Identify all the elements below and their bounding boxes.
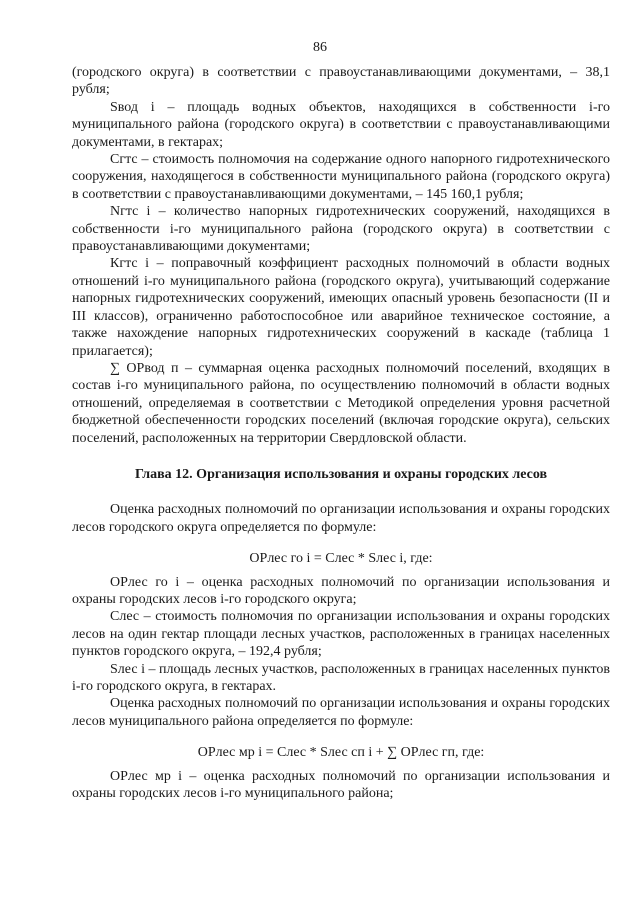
definition-n-gts: Nгтс i – количество напорных гидротехнических сооружений, находящихся в собственности i-го муниципального района (городского округа) в соответствии с правоустанавливающими документами; — [72, 204, 610, 255]
formula-city-district: ОРлес го i = Слес * Sлес i, где: — [249, 551, 433, 567]
definition-s-vod: Sвод i – площадь водных объектов, находящихся в собственности i-го муниципального района (городского округа) в соответствии с правоустанавливающими документами, в гектарах; — [72, 99, 610, 150]
paragraph-continuation: (городского округа) в соответствии с правоустанавливающими документами, – 38,1 рубля; — [72, 65, 610, 98]
definition-or-les-go: ОРлес го i – оценка расходных полномочий по организации использования и охраны городских лесов i-го городского округа; — [72, 574, 610, 607]
definition-c-les: Слес – стоимость полномочия по организации использования и охраны городских лесов на один гектар площади лесных участков, расположенных в границах населенных пунктов городского округа, – 192,4 рубля; — [72, 609, 610, 660]
intro-municipal-district: Оценка расходных полномочий по организации использования и охраны городских лесов муниципального района определяется по формуле: — [72, 696, 610, 729]
definition-s-les: Sлес i – площадь лесных участков, расположенных в границах населенных пунктов i-го городского округа, в гектарах. — [72, 661, 610, 694]
formula-municipal-district: ОРлес мр i = Слес * Sлес сп i + ∑ ОРлес гп, где: — [197, 745, 485, 761]
page-body — [72, 64, 610, 802]
chapter-heading: Глава 12. Организация использования и охраны городских лесов — [134, 466, 548, 482]
definition-c-gts: Сгтс – стоимость полномочия на содержание одного напорного гидротехнического сооружения, находящегося в собственности муниципального района (городского округа) в соответствии с правоустанавливающими документами, – 145 160,1 рубля; — [72, 152, 610, 202]
intro-city-district: Оценка расходных полномочий по организации использования и охраны городских лесов городского округа определяется по формуле: — [72, 502, 610, 535]
definition-or-les-mr: ОРлес мр i – оценка расходных полномочий по организации использования и охраны городских лесов i-го муниципального района; — [72, 768, 610, 802]
page-number: 86 — [313, 40, 327, 55]
definition-sum-or-vod: ∑ ОРвод п – суммарная оценка расходных полномочий поселений, входящих в состав i-го муниципального района, по осуществлению полномочий в области водных отношений, определяемая в соответствии с Методикой определения уровня расчетной бюджетной обеспеченности городских поселений (включая городские округа), сельских поселений, расположенных на территории Свердловской области. — [72, 360, 610, 446]
definition-k-gts: Кгтс i – поправочный коэффициент расходных полномочий в области водных отношений i-го муниципального района (городского округа), учитывающий содержание напорных гидротехнических сооружений, имеющих опасный уровень безопасности (II и III классов), ограниченно работоспособное или аварийное техническое состояние, а также нахождение напорных гидротехнических сооружений в каскаде (таблица 1 прилагается); — [72, 256, 610, 359]
